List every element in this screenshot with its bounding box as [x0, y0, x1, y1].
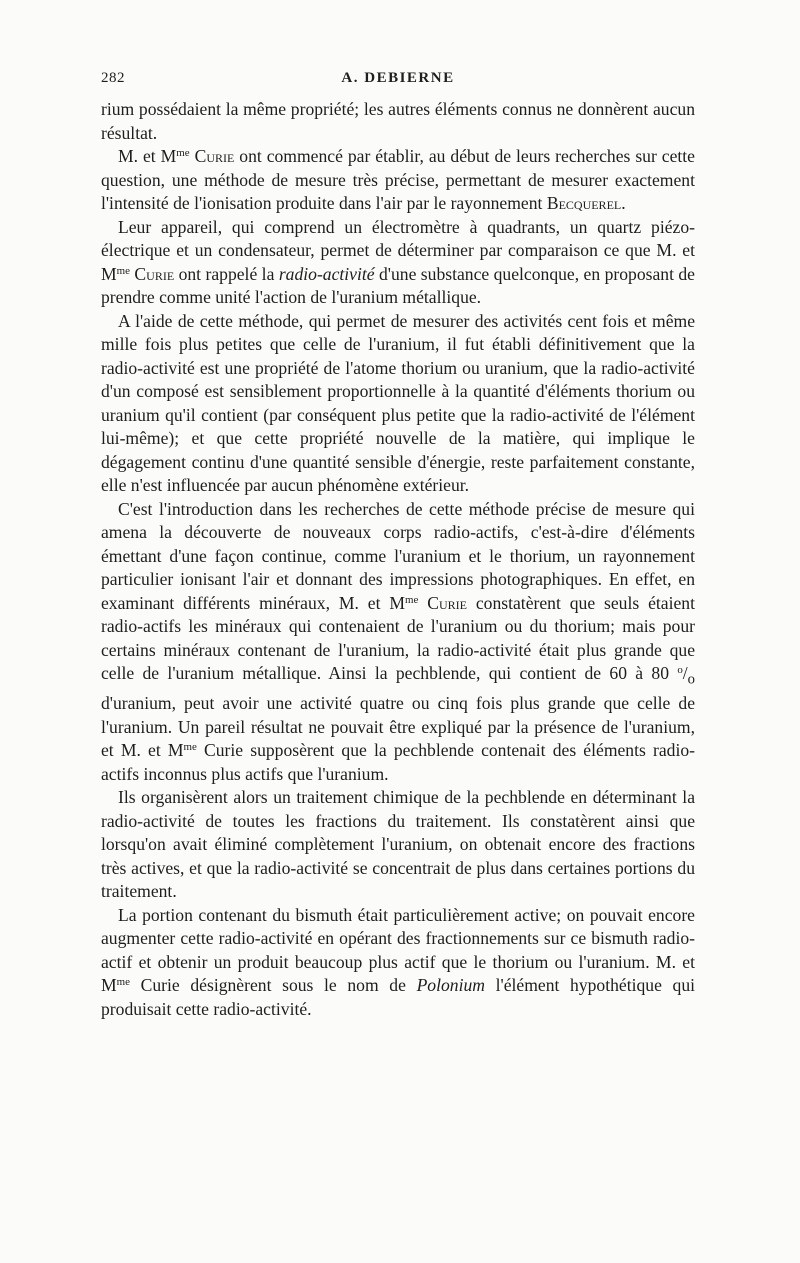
text-run: o — [687, 671, 695, 688]
paragraph — [101, 98, 695, 145]
text-run: me — [405, 593, 419, 606]
text-run: Curie — [134, 263, 175, 284]
text-run: Leur appareil, qui comprend un électromètre à quadrants, un quartz piézo-électrique et un condensateur, permet de déterminer par comparaison ce que M. et M — [101, 216, 695, 284]
text-run: Curie — [194, 146, 235, 166]
body-text — [101, 98, 695, 1021]
text-run: me — [183, 741, 197, 754]
text-run: d'une substance quelconque, en proposant de prendre comme unité l'action de l'uranium métallique. — [101, 263, 695, 307]
text-run: Curie — [427, 592, 467, 613]
paragraph — [101, 786, 695, 904]
text-run: d'uranium, peut avoir une activité quatre ou cinq fois plus grande que celle de l'uranium. Un pareil résultat ne pouvait être expliqué par la présence de l'uranium, et M. et M — [101, 693, 695, 761]
text-run: Ils organisèrent alors un traitement chimique de la pechblende en déterminant la radio-activité de toutes les fractions du traitement. Ils constatèrent ainsi que lorsqu'on avait éliminé complètement l'uranium, on obtenait encore des fractions très actives, et que la radio-activité se concentrait de plus dans certaines portions du traitement. — [101, 787, 695, 902]
text-run: Becquerel — [546, 193, 622, 213]
running-head: A. DEBIERNE — [341, 70, 455, 86]
page-header — [101, 70, 695, 96]
text-run: La portion contenant du bismuth était particulièrement active; on pouvait encore augmenter cette radio-activité en opérant des fractionnements sur ce bismuth radio-actif et obtenir un produit beaucoup plus actif que le thorium ou l'uranium. M. et M — [101, 904, 695, 996]
text-run: . — [621, 193, 626, 213]
page-number: 282 — [101, 70, 125, 86]
text-run: me — [116, 976, 130, 989]
text-run: A l'aide de cette méthode, qui permet de mesurer des activités cent fois et même mille fois plus petites que celle de l'uranium, il fut établi définitivement que la radio-activité est une propriété de l'atome thorium ou uranium, que la radio-activité d'un composé est sensiblement proportionnelle à la quantité d'éléments thorium ou uranium qu'il contient (par conséquent plus petite que la radio-activité de l'élément lui-même); et que cette propriété nouvelle de la matière, qui implique le dégagement continu d'une quantité sensible d'énergie, reste parfaitement constante, elle n'est influencée par aucun phénomène extérieur. — [101, 310, 695, 495]
paragraph — [101, 145, 695, 216]
text-run — [418, 593, 427, 613]
text-run: C'est l'introduction dans les recherches de cette méthode précise de mesure qui amena la découverte de nouveaux corps radio-actifs, c'est-à-dire d'éléments émettant d'une façon continue, comme l'uranium et le thorium, un rayonnement particulier ionisant l'air et donnant des impressions photographiques. En effet, en examinant différents minéraux, M. et M — [101, 498, 695, 613]
text-run: me — [116, 264, 130, 277]
text-run: M. et M — [118, 146, 177, 166]
text-run: radio-activité — [278, 263, 375, 284]
text-run: ont rappelé la — [174, 263, 279, 284]
text-run: l'élément hypothétique qui produisait cette radio-activité. — [101, 975, 696, 1019]
text-run: constatèrent que seuls étaient radio-actifs les minéraux qui contenaient de l'uranium ou du thorium; mais pour certains minéraux contenant de l'uranium, la radio-activité était plus grande que celle de l'uranium métallique. Ainsi la pechblende, qui contient de 60 à 80 — [101, 592, 695, 683]
paragraph — [101, 498, 695, 787]
document-page — [101, 70, 695, 1021]
text-run: rium possédaient la même propriété; les autres éléments connus ne donnèrent aucun résultat. — [101, 99, 695, 143]
text-run: Curie supposèrent que la pechblende contenait des éléments radio-actifs inconnus plus actifs que l'uranium. — [101, 740, 695, 784]
text-run: ont commencé par établir, au début de leurs recherches sur cette question, une méthode de mesure très précise, permettant de mesurer exactement l'intensité de l'ionisation produite dans l'air par le rayonnement — [101, 146, 695, 213]
text-run: Polonium — [416, 975, 485, 996]
paragraph — [101, 216, 695, 310]
text-run: Curie désignèrent sous le nom de — [129, 975, 417, 996]
text-run: o — [677, 664, 683, 676]
paragraph — [101, 904, 695, 1022]
text-run: me — [176, 147, 190, 159]
paragraph — [101, 310, 695, 498]
text-run: / — [682, 663, 688, 683]
